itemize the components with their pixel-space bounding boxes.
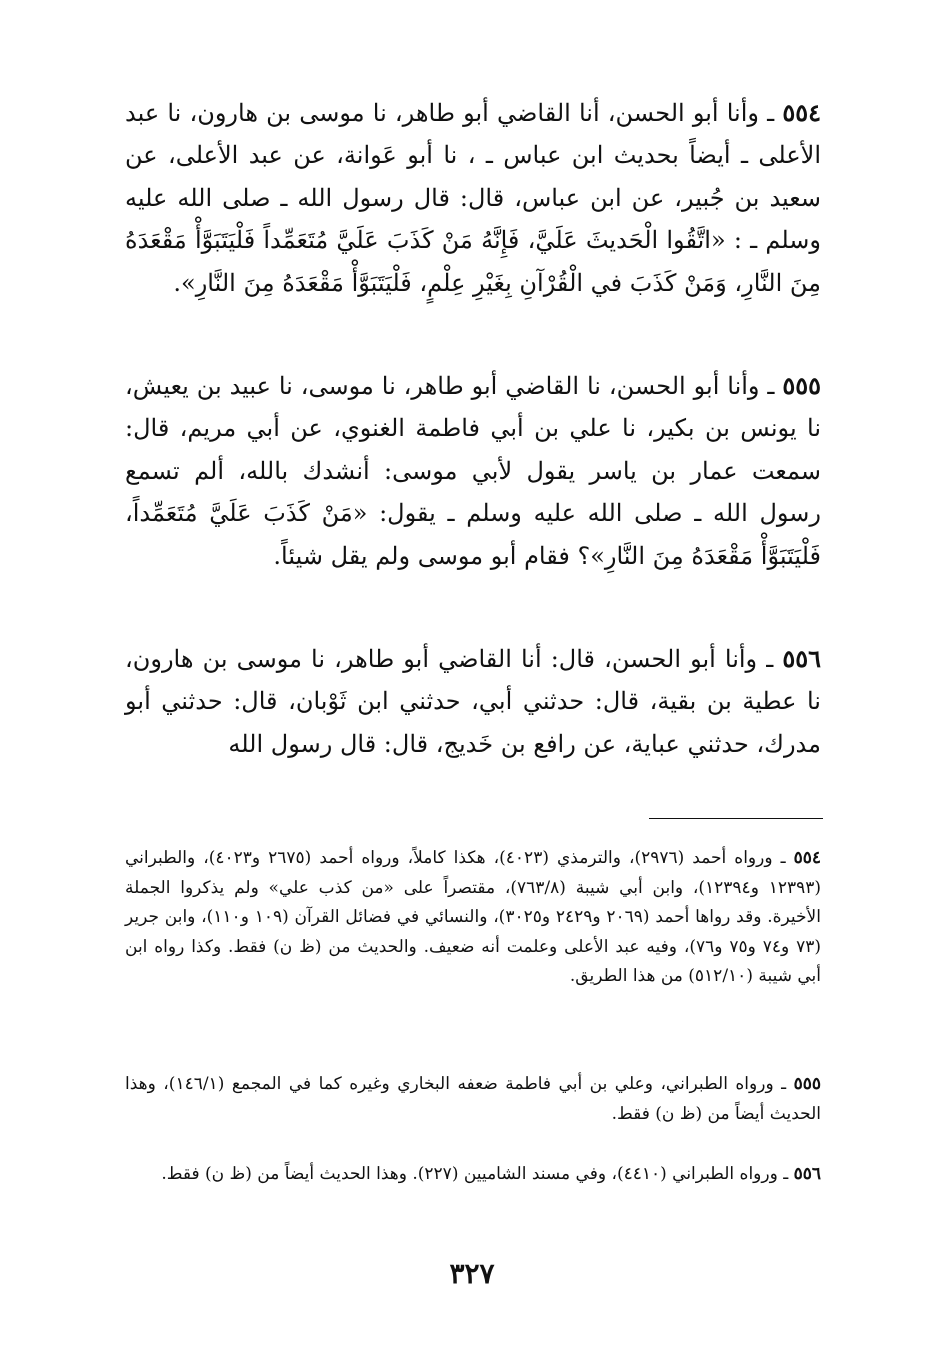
hadith-number: ٥٥٦ — [782, 644, 821, 673]
footnote-number: ٥٥٤ — [793, 848, 821, 868]
hadith-text: ـ وأنا أبو الحسن، نا القاضي أبو طاهر، نا موسى، نا عبيد بن يعيش، نا يونس بن بكير، نا علي بن أبي فاطمة الغنوي، عن أبي مريم، قال: سمعت عمار بن ياسر يقول لأبي موسى: أنشدك بالله، ألم تسمع رسول الله ـ صلى الله عليه وسلم ـ يقول: «مَنْ كَذَبَ عَلَيَّ مُتَعَمِّداً، فَلْيَتَبَوَّأْ مَقْعَدَهُ مِنَ النَّارِ»؟ فقام أبو موسى ولم يقل شيئاً. — [125, 372, 821, 570]
footnote-number: ٥٥٥ — [793, 1074, 822, 1094]
page-number: ٣٢٧ — [449, 1257, 495, 1290]
hadith-number: ٥٥٥ — [782, 371, 821, 400]
footnote-number: ٥٥٦ — [793, 1164, 821, 1184]
footnote-554 — [125, 844, 821, 992]
hadith-number: ٥٥٤ — [782, 98, 821, 127]
hadith-554 — [125, 92, 821, 304]
footnote-555 — [125, 1070, 821, 1129]
footnote-556 — [125, 1160, 821, 1190]
hadith-555 — [125, 365, 821, 577]
footnote-text: ـ ورواه أحمد (٢٩٧٦)، والترمذي (٤٠٢٣)، هكذا كاملاً، ورواه أحمد (٢٦٧٥ و٤٠٢٣)، والطبراني (١٢٣٩٣ و١٢٣٩٤)، وابن أبي شيبة (٧٦٣/٨)، مقتصراً على «من كذب علي» ولم يذكروا الجملة الأخيرة. وقد رواها أحمد (٢٠٦٩ و٢٤٢٩ و٣٠٢٥)، والنسائي في فضائل القرآن (١٠٩ و١١٠)، وابن جرير (٧٣ و٧٤ و٧٥ و٧٦)، وفيه عبد الأعلى وعلمت أنه ضعيف. والحديث من (ظ ن) فقط. وكذا رواه ابن أبي شيبة (٥١٢/١٠) من هذا الطريق. — [125, 848, 821, 987]
footnote-text: ـ ورواه الطبراني (٤٤١٠)، وفي مسند الشاميين (٢٢٧). وهذا الحديث أيضاً من (ظ ن) فقط. — [161, 1164, 794, 1184]
hadith-556 — [125, 638, 821, 765]
hadith-text: ـ وأنا أبو الحسن، قال: أنا القاضي أبو طاهر، نا موسى بن هارون، نا عطية بن بقية، قال: حدثني أبي، حدثني ابن ثَوْبان، قال: حدثني أبو مدرك، حدثني عباية، عن رافع بن خَديج، قال: قال رسول الله — [125, 645, 821, 758]
footnote-separator — [649, 818, 823, 819]
footnote-text: ـ ورواه الطبراني، وعلي بن أبي فاطمة ضعفه البخاري وغيره كما في المجمع (١٤٦/١)، وهذا الحديث أيضاً من (ظ ن) فقط. — [125, 1074, 821, 1124]
hadith-text: ـ وأنا أبو الحسن، أنا القاضي أبو طاهر، نا موسى بن هارون، نا عبد الأعلى ـ أيضاً بحديث ابن عباس ـ ، نا أبو عَوانة، عن عبد الأعلى، عن سعيد بن جُبير، عن ابن عباس، قال: قال رسول الله ـ صلى الله عليه وسلم ـ : «اتَّقُوا الْحَديثَ عَلَيَّ، فَإِنَّهُ مَنْ كَذَبَ عَلَيَّ مُتَعَمِّداً فَلْيَتَبَوَّأْ مَقْعَدَهُ مِنَ النَّارِ، وَمَنْ كَذَبَ في الْقُرْآنِ بِغَيْرِ عِلْمٍ، فَلْيَتَبَوَّأْ مَقْعَدَهُ مِنَ النَّارِ». — [125, 99, 821, 297]
